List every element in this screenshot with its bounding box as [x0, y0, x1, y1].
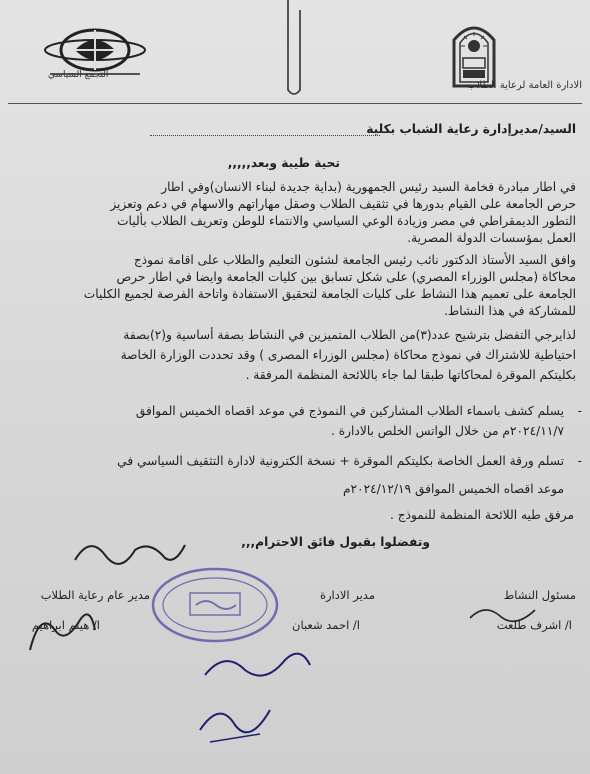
signature-title-activity: مسئول النشاط: [503, 588, 576, 602]
bullet-dash: -: [577, 404, 582, 418]
greeting: تحية طيبة وبعد,,,,,: [227, 156, 340, 170]
department-name: الادارة العامة لرعاية الطلاب: [467, 80, 582, 91]
body-line: للمشاركة في هذا النشاط.: [444, 304, 576, 318]
body-line: في اطار مبادرة فخامة السيد رئيس الجمهورية (بداية جديدة لبناء الانسان)وفي اطار: [161, 180, 576, 194]
signature-name-activity: ا/ اشرف طلعت: [496, 618, 572, 632]
body-line: بكليتكم الموقرة لمحاكاتها طبقا لما جاء باللائحة المنظمة المرفقة .: [245, 368, 576, 382]
body-line: حرص الجامعة على القيام بدورها في تثقيف الطلاب وصقل مهاراتهم والاسهام في دعم وتعزيز: [110, 197, 576, 211]
university-emblem-icon: [448, 18, 500, 88]
bullet-line: ٢٠٢٤/١١/٧م من خلال الواتس الخلص بالادارة .: [331, 424, 564, 438]
header-divider: [8, 103, 582, 104]
signature-name-director: ا/ احمد شعبان: [292, 618, 360, 632]
handwritten-signature: [195, 690, 275, 750]
body-line: احتياطية للاشتراك في نموذج محاكاة (مجلس الوزراء المصرى ) وقد تحددت الوزارة الخاصة: [120, 348, 576, 362]
bullet-line: يسلم كشف باسماء الطلاب المشاركين في النموذج في موعد اقصاه الخميس الموافق: [135, 404, 564, 418]
body-line: لذايرجي التفضل بترشيح عدد(٣)من الطلاب المتميزين في النشاط بصفة أساسية و(٢)بصفة: [123, 328, 576, 342]
bullet-dash: -: [577, 454, 582, 468]
bullet-line: موعد اقصاه الخميس الموافق ٢٠٢٤/١٢/١٩م: [342, 482, 564, 496]
body-line: الجامعة على تعميم هذا النشاط على كليات الجامعة لتحقيق الاستفادة واتاحة الفرصة لجميع الكليات: [83, 287, 576, 301]
official-stamp: [150, 565, 280, 645]
letterhead: [0, 0, 590, 120]
closing-line: وتفضلوا بقبول فائق الاحترام,,,: [241, 535, 430, 549]
addressee-dotted-line: [150, 135, 380, 136]
handwritten-signature: [465, 598, 545, 628]
bullet-line: تسلم ورقة العمل الخاصة بكليتكم الموقرة + نسخة الكترونية لادارة التثقيف السياسي في: [117, 454, 564, 468]
paper-clip-icon: [283, 0, 305, 100]
addressee: السيد/مديرإدارة رعاية الشباب بكلية: [366, 122, 576, 136]
body-line: وافق السيد الأستاذ الدكتور نائب رئيس الجامعة لشئون التعليم والطلاب على اقامة نموذج: [133, 253, 576, 267]
signature-title-general-manager: مدير عام رعاية الطلاب: [40, 588, 150, 602]
handwritten-signature: [70, 530, 190, 570]
body-line: التطور الديمقراطي في مصر وزيادة الوعي السياسي والانتماء للوطن وتعريف الطلاب بأليات: [117, 214, 576, 228]
body-line: محاكاة (مجلس الوزراء المصري) على شكل تسابق بين كليات الجامعة وايضا في اطار حرص: [116, 270, 576, 284]
attachment-note: مرفق طيه اللائحة المنظمة للنموذج .: [389, 508, 574, 522]
signature-name-general-manager: ا/ هيثم ابراهيم: [31, 618, 100, 632]
handwritten-signature: [195, 640, 315, 690]
body-line: العمل بمؤسسات الدولة المصرية.: [407, 231, 576, 245]
logo-caption: التجمع السياسي: [48, 70, 109, 80]
signature-title-director: مدير الادارة: [319, 588, 375, 602]
handwritten-signature: [20, 600, 100, 660]
